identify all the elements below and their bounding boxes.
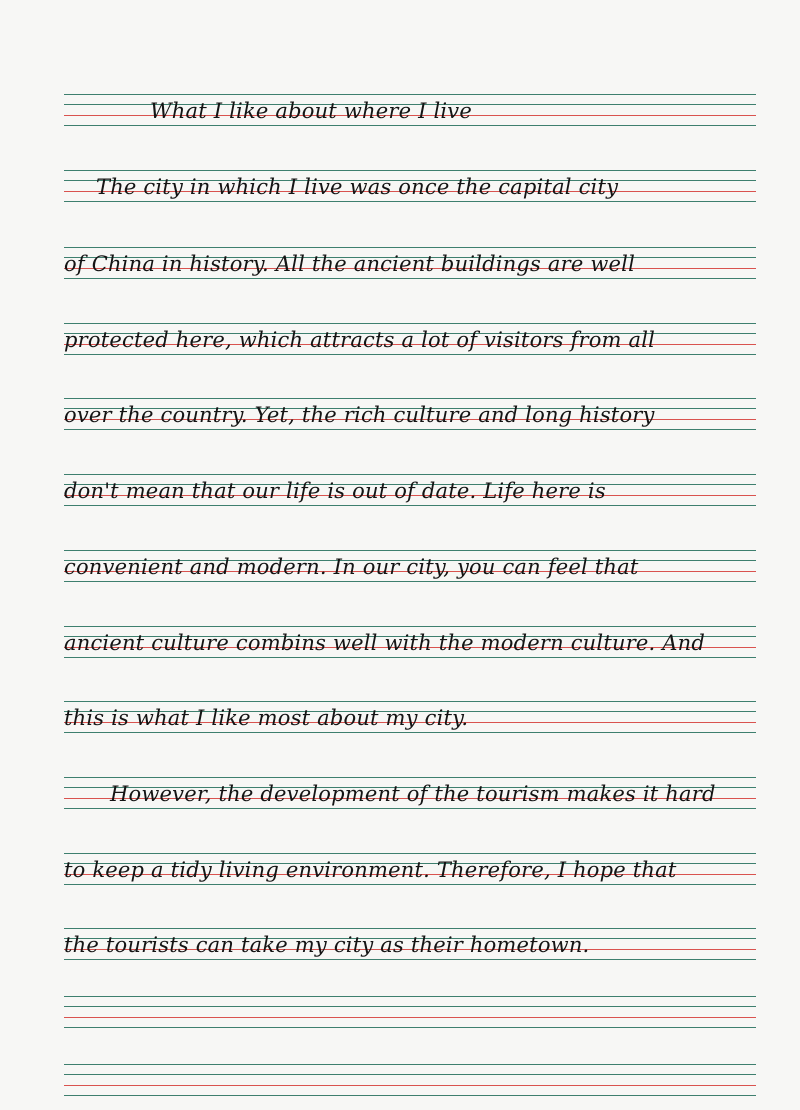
essay-line: The city in which I live was once the capital city [96, 175, 619, 199]
green-rule [64, 474, 756, 475]
essay-line: of China in history. All the ancient buildings are well [64, 252, 636, 276]
green-rule [64, 853, 756, 854]
green-rule [64, 777, 756, 778]
green-rule [64, 429, 756, 430]
red-rule [64, 1017, 756, 1018]
red-rule [64, 1085, 756, 1086]
green-rule [64, 1074, 756, 1075]
essay-line: protected here, which attracts a lot of visitors from all [64, 328, 656, 352]
green-rule [64, 278, 756, 279]
green-rule [64, 550, 756, 551]
green-rule [64, 354, 756, 355]
green-rule [64, 1027, 756, 1028]
essay-line: ancient culture combins well with the modern culture. And [64, 631, 706, 655]
green-rule [64, 581, 756, 582]
green-rule [64, 247, 756, 248]
essay-line: don't mean that our life is out of date. Life here is [64, 479, 606, 503]
green-rule [64, 125, 756, 126]
green-rule [64, 201, 756, 202]
green-rule [64, 928, 756, 929]
green-rule [64, 1006, 756, 1007]
essay-line: this is what I like most about my city. [64, 706, 469, 730]
ruled-lineset [64, 996, 756, 1028]
green-rule [64, 1064, 756, 1065]
green-rule [64, 657, 756, 658]
essay-line: convenient and modern. In our city, you can feel that [64, 555, 639, 579]
green-rule [64, 94, 756, 95]
green-rule [64, 323, 756, 324]
essay-line: the tourists can take my city as their hometown. [64, 933, 590, 957]
green-rule [64, 1095, 756, 1096]
green-rule [64, 996, 756, 997]
green-rule [64, 884, 756, 885]
green-rule [64, 398, 756, 399]
essay-line: over the country. Yet, the rich culture and long history [64, 403, 655, 427]
green-rule [64, 959, 756, 960]
green-rule [64, 170, 756, 171]
green-rule [64, 505, 756, 506]
green-rule [64, 701, 756, 702]
essay-line: However, the development of the tourism makes it hard [110, 782, 716, 806]
ruled-lineset [64, 1064, 756, 1096]
green-rule [64, 808, 756, 809]
green-rule [64, 732, 756, 733]
essay-title: What I like about where I live [150, 99, 472, 123]
green-rule [64, 626, 756, 627]
essay-line: to keep a tidy living environment. Therefore, I hope that [64, 858, 677, 882]
